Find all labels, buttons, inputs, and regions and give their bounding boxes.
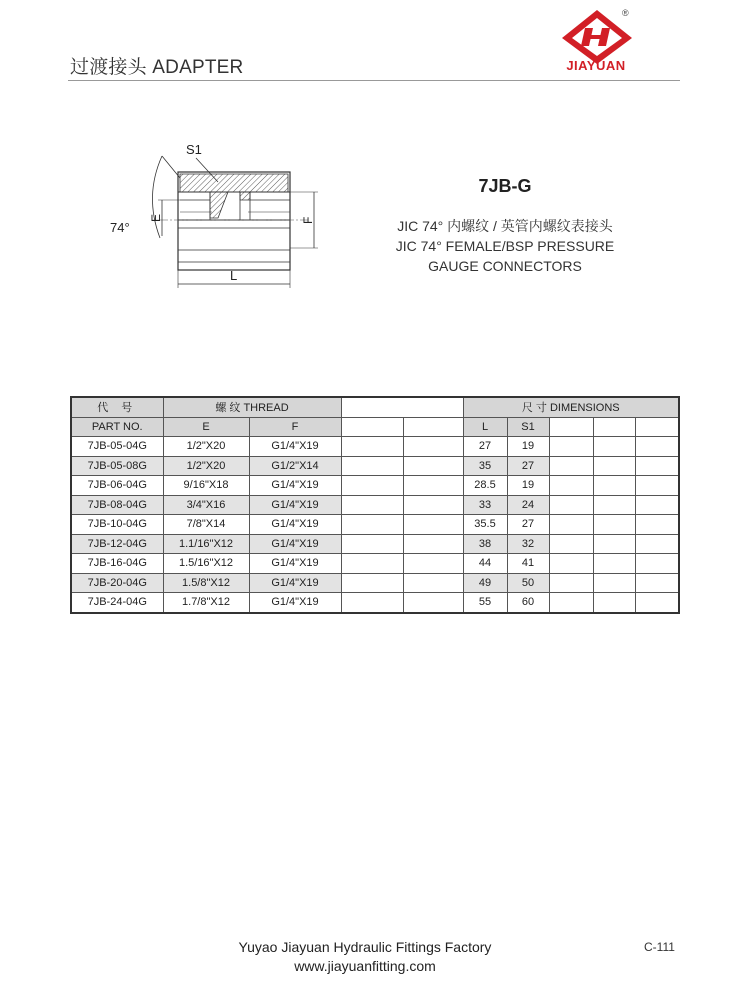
cell-s1: 41	[507, 554, 549, 574]
header-divider	[68, 80, 680, 81]
cell-s1: 27	[507, 515, 549, 535]
footer-company: Yuyao Jiayuan Hydraulic Fittings Factory	[238, 939, 492, 955]
cell-f: G1/4"X19	[249, 534, 341, 554]
table-row	[71, 476, 679, 496]
cell-part: 7JB-16-04G	[71, 554, 163, 574]
product-description	[360, 216, 650, 276]
header-blank	[341, 417, 403, 437]
cell-f: G1/4"X19	[249, 554, 341, 574]
cell-s1: 24	[507, 495, 549, 515]
cell-blank	[549, 495, 593, 515]
footer-website[interactable]: www.jiayuanfitting.com	[294, 958, 436, 974]
table-header-row-2	[71, 417, 679, 437]
cell-e: 1/2"X20	[163, 456, 249, 476]
cell-blank	[549, 534, 593, 554]
cell-f: G1/2"X14	[249, 456, 341, 476]
cell-blank	[341, 554, 403, 574]
cell-f: G1/4"X19	[249, 593, 341, 613]
table-row	[71, 456, 679, 476]
brand-name: JIAYUAN	[566, 58, 626, 73]
header-blank	[635, 417, 679, 437]
cell-e: 1.5/16"X12	[163, 554, 249, 574]
header-dimensions: 尺 寸 DIMENSIONS	[463, 397, 679, 417]
f-label: F	[301, 216, 315, 224]
table-row	[71, 437, 679, 457]
cell-blank	[593, 437, 635, 457]
cell-l: 27	[463, 437, 507, 457]
cell-e: 9/16"X18	[163, 476, 249, 496]
cell-blank	[635, 495, 679, 515]
cell-blank	[341, 437, 403, 457]
cell-e: 1/2"X20	[163, 437, 249, 457]
cell-s1: 50	[507, 573, 549, 593]
e-label: E	[149, 213, 163, 222]
table-row	[71, 534, 679, 554]
cell-blank	[593, 476, 635, 496]
cell-blank	[403, 476, 463, 496]
footer	[0, 938, 730, 976]
cell-l: 49	[463, 573, 507, 593]
cell-blank	[549, 437, 593, 457]
cell-f: G1/4"X19	[249, 437, 341, 457]
cell-blank	[341, 515, 403, 535]
cell-s1: 19	[507, 476, 549, 496]
cell-part: 7JB-10-04G	[71, 515, 163, 535]
cell-s1: 27	[507, 456, 549, 476]
cell-part: 7JB-08-04G	[71, 495, 163, 515]
cell-blank	[341, 573, 403, 593]
cell-blank	[403, 593, 463, 613]
cell-blank	[635, 573, 679, 593]
model-number: 7JB-G	[478, 176, 532, 196]
header-thread: 螺 纹 THREAD	[163, 397, 341, 417]
cell-blank	[403, 573, 463, 593]
header-blank	[403, 417, 463, 437]
cell-blank	[593, 515, 635, 535]
cell-blank	[341, 456, 403, 476]
cell-l: 38	[463, 534, 507, 554]
cell-part: 7JB-06-04G	[71, 476, 163, 496]
cell-f: G1/4"X19	[249, 573, 341, 593]
header-part-no: PART NO.	[71, 417, 163, 437]
cell-blank	[341, 534, 403, 554]
cell-blank	[341, 593, 403, 613]
cell-part: 7JB-05-04G	[71, 437, 163, 457]
table-row	[71, 515, 679, 535]
header-l: L	[463, 417, 507, 437]
page-title: 过渡接头 ADAPTER	[70, 57, 244, 78]
cell-s1: 19	[507, 437, 549, 457]
cell-e: 7/8"X14	[163, 515, 249, 535]
cell-part: 7JB-20-04G	[71, 573, 163, 593]
cell-s1: 32	[507, 534, 549, 554]
cell-blank	[549, 476, 593, 496]
cell-blank	[635, 515, 679, 535]
cell-part: 7JB-12-04G	[71, 534, 163, 554]
cell-blank	[403, 534, 463, 554]
cell-f: G1/4"X19	[249, 476, 341, 496]
header-code-cn: 代 号	[71, 397, 163, 417]
cell-blank	[403, 495, 463, 515]
header-f: F	[249, 417, 341, 437]
table-row	[71, 593, 679, 613]
table-header-row-1	[71, 397, 679, 417]
cell-l: 44	[463, 554, 507, 574]
angle-label: 74°	[110, 220, 130, 235]
registered-mark: ®	[622, 8, 629, 18]
header-blank	[341, 397, 463, 417]
cell-blank	[403, 437, 463, 457]
spec-table	[70, 396, 680, 614]
cell-blank	[549, 573, 593, 593]
desc-line-3: GAUGE CONNECTORS	[428, 258, 582, 274]
s1-label: S1	[186, 142, 202, 157]
table-row	[71, 573, 679, 593]
cell-blank	[593, 554, 635, 574]
cell-blank	[341, 495, 403, 515]
cell-e: 1.7/8"X12	[163, 593, 249, 613]
cell-blank	[341, 476, 403, 496]
cell-blank	[549, 456, 593, 476]
cell-blank	[635, 437, 679, 457]
cell-blank	[593, 593, 635, 613]
cell-blank	[549, 515, 593, 535]
table-row	[71, 495, 679, 515]
header-e: E	[163, 417, 249, 437]
cell-l: 35	[463, 456, 507, 476]
cell-blank	[635, 456, 679, 476]
cell-blank	[549, 554, 593, 574]
cell-blank	[593, 534, 635, 554]
cell-part: 7JB-24-04G	[71, 593, 163, 613]
cell-blank	[549, 593, 593, 613]
cell-f: G1/4"X19	[249, 515, 341, 535]
cell-l: 55	[463, 593, 507, 613]
cell-blank	[635, 534, 679, 554]
cell-blank	[403, 456, 463, 476]
cell-l: 28.5	[463, 476, 507, 496]
cell-e: 3/4"X16	[163, 495, 249, 515]
desc-line-1: JIC 74° 内螺纹 / 英管内螺纹表接头	[397, 218, 613, 234]
table-row	[71, 554, 679, 574]
cell-part: 7JB-05-08G	[71, 456, 163, 476]
header-s1: S1	[507, 417, 549, 437]
header-blank	[549, 417, 593, 437]
cell-blank	[635, 476, 679, 496]
header-blank	[593, 417, 635, 437]
cell-blank	[403, 515, 463, 535]
cell-blank	[593, 495, 635, 515]
l-label: L	[230, 268, 238, 283]
adapter-drawing	[100, 138, 330, 298]
cell-blank	[403, 554, 463, 574]
desc-line-2: JIC 74° FEMALE/BSP PRESSURE	[395, 238, 615, 254]
cell-e: 1.5/8"X12	[163, 573, 249, 593]
cell-blank	[635, 593, 679, 613]
cell-l: 35.5	[463, 515, 507, 535]
cell-blank	[593, 573, 635, 593]
cell-blank	[593, 456, 635, 476]
page-number: C-111	[644, 940, 675, 954]
cell-e: 1.1/16"X12	[163, 534, 249, 554]
cell-s1: 60	[507, 593, 549, 613]
cell-l: 33	[463, 495, 507, 515]
cell-blank	[635, 554, 679, 574]
cell-f: G1/4"X19	[249, 495, 341, 515]
